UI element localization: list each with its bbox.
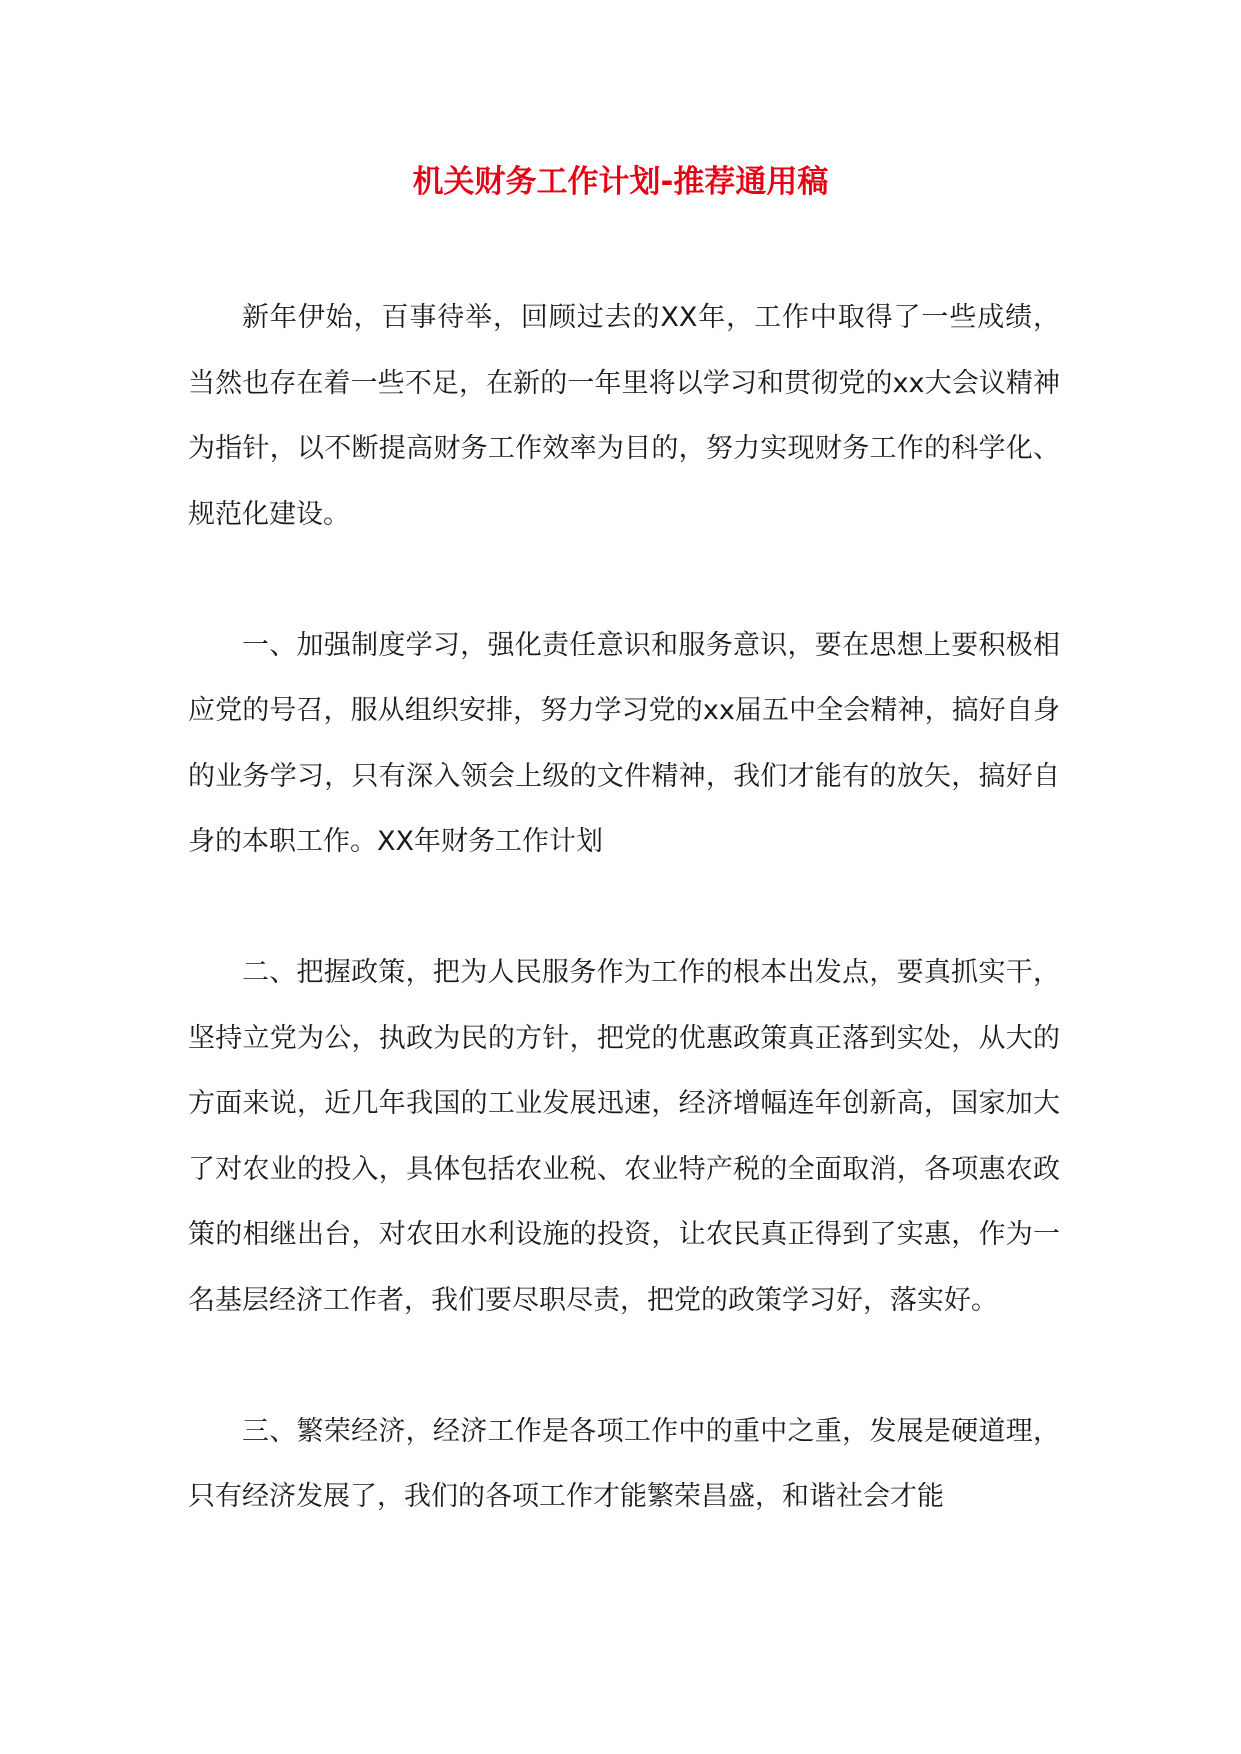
document-body — [188, 285, 1060, 1530]
paragraph-intro: 新年伊始，百事待举，回顾过去的XX年，工作中取得了一些成绩，当然也存在着一些不足，在新的一年里将以学习和贯彻党的xx大会议精神为指针，以不断提高财务工作效率为目的，努力实现财务工作的科学化、规范化建设。 — [188, 302, 1060, 530]
paragraph-section-3: 三、繁荣经济，经济工作是各项工作中的重中之重，发展是硬道理，只有经济发展了，我们的各项工作才能繁荣昌盛，和谐社会才能 — [188, 1415, 1060, 1512]
paragraph-section-1: 一、加强制度学习，强化责任意识和服务意识，要在思想上要积极相应党的号召，服从组织安排，努力学习党的xx届五中全会精神，搞好自身的业务学习，只有深入领会上级的文件精神，我们才能有的放矢，搞好自身的本职工作。XX年财务工作计划 — [188, 629, 1060, 857]
paragraph-section-2: 二、把握政策，把为人民服务作为工作的根本出发点，要真抓实干，坚持立党为公，执政为民的方针，把党的优惠政策真正落到实处，从大的方面来说，近几年我国的工业发展迅速，经济增幅连年创新高，国家加大了对农业的投入，具体包括农业税、农业特产税的全面取消，各项惠农政策的相继出台，对农田水利设施的投资，让农民真正得到了实惠，作为一名基层经济工作者，我们要尽职尽责，把党的政策学习好，落实好。 — [188, 957, 1060, 1316]
document-title: 机关财务工作计划-推荐通用稿 — [412, 164, 829, 200]
